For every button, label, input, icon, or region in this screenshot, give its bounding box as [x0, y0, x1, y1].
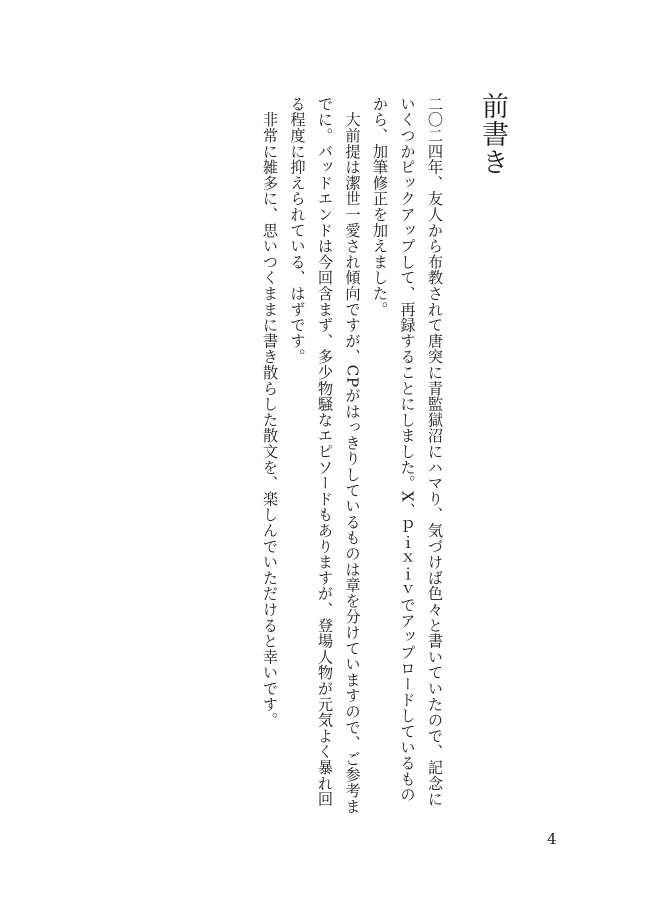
paragraph-2: 大前提は潔世一愛され傾向ですが、CPがはっきりしているものは章を分けていますので、ご参考までに。バッドエンドは今回含まず、多少物騒なエピソードもありますが、登場人物が元気よく暴れ回る程度に抑えられている、はずです。 [288, 96, 362, 815]
page-title: 前書き [477, 92, 508, 176]
page-number: 4 [547, 830, 557, 848]
paragraph-1: 二〇二四年、友人から布教されて唐突に青監獄沼にハマり、気づけば色々と書いていたので、記念にいくつかピックアップして、再録することにしました。X、ｐｉｘｉｖでアップロードしているものから、加筆修正を加えました。 [371, 96, 444, 807]
body-text [256, 96, 449, 816]
paragraph-3: 非常に雑多に、思いつくままに書き散らした散文を、楽しんでいただけると幸いです。 [261, 96, 279, 728]
